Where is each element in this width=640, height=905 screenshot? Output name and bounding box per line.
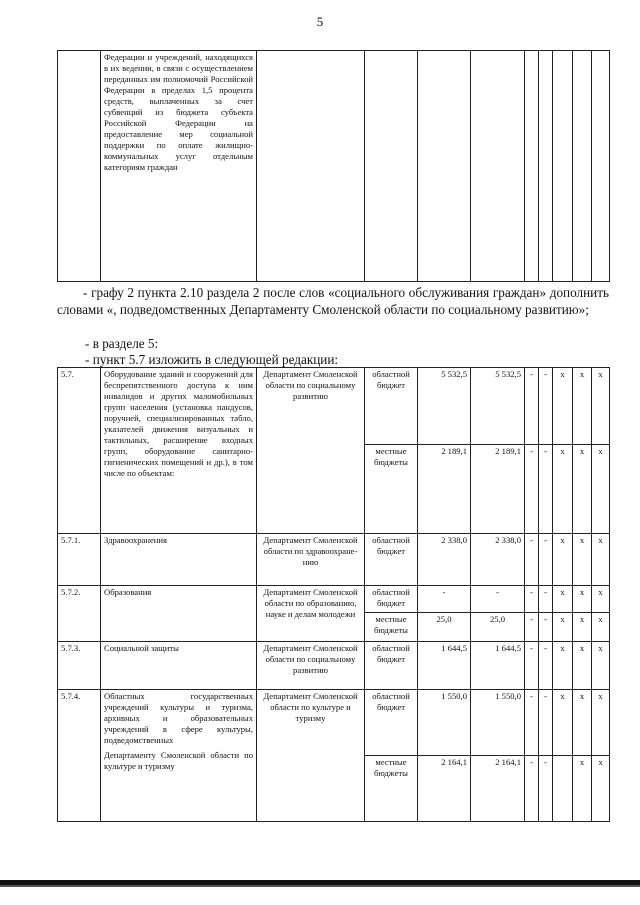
paragraph-section-5: - в разделе 5: <box>85 336 159 351</box>
row-name-part1: Областных государственных учреждений культуры и туризма, архивных и образовательных учреждений в сфере культуры, подведомственных <box>104 691 253 745</box>
table-row: 5.7.3. Социальной защиты Департамент Смоленской области по социальному развитию областной бюджет 1 644,5 1 644,5 - - х х х <box>58 642 610 690</box>
row-name: Здравоохранения <box>101 534 257 586</box>
amount-total: - <box>418 586 471 613</box>
paragraph-amendment-2-10: - графу 2 пункта 2.10 раздела 2 после слов «социального обслуживания граждан» дополнить словами «, подведомственных Департаменту Смоленской области по социальному развитию»; <box>57 285 609 317</box>
funding-source: местные бюджеты <box>365 613 418 642</box>
row-name <box>101 690 257 822</box>
table-row: 5.7.1. Здравоохранения Департамент Смоленской области по здравоохране-нию областной бюджет 2 338,0 2 338,0 - - х х х <box>58 534 610 586</box>
row-name: Образования <box>101 586 257 642</box>
amount-year: - <box>471 586 525 613</box>
table-row: 5.7.4. Областных государственных учреждений культуры и туризма, архивных и образовательных учреждений в сфере культуры, подведомственных Департаменту Смоленской области по культуре и туризму Департамент Смоленской области по культуре и туризму областной бюджет 1 550,0 1 550,0 - - х х х <box>58 690 610 756</box>
row-number: 5.7.1. <box>58 534 101 586</box>
table-row: местные бюджеты 2 189,1 2 189,1 - - х х х <box>58 445 610 534</box>
amount-year: 2 189,1 <box>471 445 525 534</box>
row-department: Департамент Смоленской области по социальному развитию <box>257 642 365 690</box>
page-number: 5 <box>316 14 324 29</box>
amount-total: 1 550,0 <box>418 690 471 756</box>
row-department: Департамент Смоленской области по культуре и туризму <box>257 690 365 822</box>
table-row: 5.7. Оборудование зданий и сооружений для беспрепятственного доступа к ним инвалидов и других маломобильных групп населения (установка пандусов, поручней, специализированных табло, указателей движения визуальных и тактильных, расширение входных групп, оборудование санитарно-гигиенических помещений и др.), в том числе по объектам: Департамент Смоленской области по социальному развитию областной бюджет 5 532,5 5 532,5 - - х х х <box>58 368 610 445</box>
row-name: Социальной защиты <box>101 642 257 690</box>
funding-source: областной бюджет <box>365 690 418 756</box>
row-department: Департамент Смоленской области по здравоохране-нию <box>257 534 365 586</box>
amount-year: 2 164,1 <box>471 756 525 822</box>
main-table <box>57 367 610 822</box>
row-department: Департамент Смоленской области по образованию, науке и делам молодежи <box>257 586 365 642</box>
row-name: Оборудование зданий и сооружений для беспрепятственного доступа к ним инвалидов и других маломобильных групп населения (установка пандусов, поручней, специализированных табло, указателей движения визуальных и тактильных, расширение входных групп, оборудование санитарно-гигиенических помещений и др.), в том числе по объектам: <box>101 368 257 534</box>
table-row: местные бюджеты 2 164,1 2 164,1 - - х х <box>58 756 610 822</box>
row-department: Департамент Смоленской области по социальному развитию <box>257 368 365 534</box>
amount-total: 5 532,5 <box>418 368 471 445</box>
funding-source: местные бюджеты <box>365 756 418 822</box>
top-table-cell-empty <box>58 51 101 282</box>
funding-source: областной бюджет <box>365 642 418 690</box>
row-number: 5.7.2. <box>58 586 101 642</box>
funding-source: областной бюджет <box>365 368 418 445</box>
table-row: местные бюджеты 25,0 25,0 - - х х х <box>58 613 610 642</box>
amount-year: 1 550,0 <box>471 690 525 756</box>
row-number: 5.7.3. <box>58 642 101 690</box>
amount-total: 25,0 <box>418 613 471 642</box>
bottom-border-bar-thin <box>0 885 640 887</box>
row-number: 5.7. <box>58 368 101 534</box>
amount-year: 1 644,5 <box>471 642 525 690</box>
table-row: 5.7.2. Образования Департамент Смоленской области по образованию, науке и делам молодежи областной бюджет - - - - х х х <box>58 586 610 613</box>
amount-year: 25,0 <box>471 613 525 642</box>
paragraph-item-5-7: - пункт 5.7 изложить в следующей редакции: <box>85 352 339 367</box>
amount-total: 1 644,5 <box>418 642 471 690</box>
amount-year: 2 338,0 <box>471 534 525 586</box>
top-table-text-cell: Федерации и учреждений, находящихся в их ведении, в связи с осуществлением переданных им полномочий Российской Федерации в пределах 1,5 процента средств, выплаченных за счет субвенций из бюджета субъекта Российской Федерации на предоставление мер социальной поддержки по оплате жилищно-коммунальных услуг отдельным категориям граждан <box>101 51 257 282</box>
amount-year: 5 532,5 <box>471 368 525 445</box>
funding-source: местные бюджеты <box>365 445 418 534</box>
top-table-fragment <box>57 50 610 282</box>
amount-total: 2 189,1 <box>418 445 471 534</box>
row-number: 5.7.4. <box>58 690 101 822</box>
row-name-part2: Департаменту Смоленской области по культуре и туризму <box>104 750 253 771</box>
funding-source: областной бюджет <box>365 586 418 613</box>
funding-source: областной бюджет <box>365 534 418 586</box>
amount-total: 2 164,1 <box>418 756 471 822</box>
amount-total: 2 338,0 <box>418 534 471 586</box>
